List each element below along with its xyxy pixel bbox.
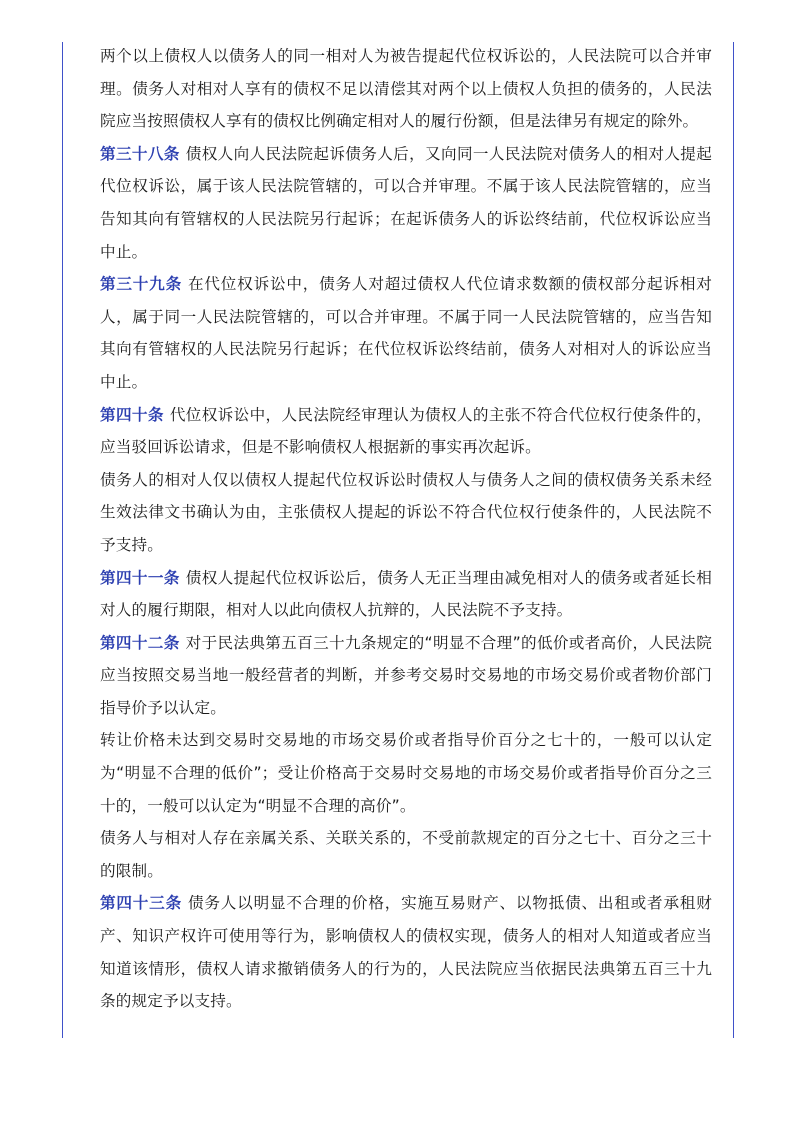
article-42: [100, 627, 712, 725]
article-number: 第四十一条: [100, 568, 180, 587]
paragraph-9: [100, 822, 712, 887]
paragraph-text: 债权人向人民法院起诉债务人后，又向同一人民法院对债务人的相对人提起代位权诉讼，属于该人民法院管辖的，可以合并审理。不属于该人民法院管辖的，应当告知其向有管辖权的人民法院另行起诉；在起诉债务人的诉讼终结前，代位权诉讼应当中止。: [100, 144, 712, 261]
paragraph-text: 债务人与相对人存在亲属关系、关联关系的，不受前款规定的百分之七十、百分之三十的限制。: [100, 829, 712, 880]
article-38: [100, 138, 712, 268]
paragraph-text: 债务人的相对人仅以债权人提起代位权诉讼时债权人与债务人之间的债权债务关系未经生效法律文书确认为由，主张债权人提起的诉讼不符合代位权行使条件的，人民法院不予支持。: [100, 470, 712, 554]
paragraph-text: 债权人提起代位权诉讼后，债务人无正当理由减免相对人的债务或者延长相对人的履行期限，相对人以此向债权人抗辩的，人民法院不予支持。: [100, 568, 712, 620]
article-number: 第四十三条: [100, 894, 182, 913]
article-43: [100, 887, 712, 1017]
article-number: 第四十条: [100, 405, 164, 424]
article-number: 第三十八条: [100, 144, 180, 163]
paragraph-text: 两个以上债权人以债务人的同一相对人为被告提起代位权诉讼的，人民法院可以合并审理。债务人对相对人享有的债权不足以清偿其对两个以上债权人负担的债务的，人民法院应当按照债权人享有的债权比例确定相对人的履行份额，但是法律另有规定的除外。: [100, 47, 712, 131]
paragraph-text: 对于民法典第五百三十九条规定的“明显不合理”的低价或者高价，人民法院应当按照交易当地一般经营者的判断，并参考交易时交易地的市场交易价或者物价部门指导价予以认定。: [100, 633, 712, 717]
article-number: 第四十二条: [100, 633, 180, 652]
left-margin-rule: [62, 42, 63, 1038]
paragraph-text: 在代位权诉讼中，债务人对超过债权人代位请求数额的债权部分起诉相对人，属于同一人民法院管辖的，可以合并审理。不属于同一人民法院管辖的，应当告知其向有管辖权的人民法院另行起诉；在代位权诉讼终结前，债务人对相对人的诉讼应当中止。: [100, 275, 712, 391]
paragraph-8: [100, 724, 712, 822]
article-41: [100, 562, 712, 627]
document-body: [100, 40, 712, 1018]
article-40: [100, 399, 712, 464]
paragraph-5: [100, 464, 712, 562]
paragraph-text: 转让价格未达到交易时交易地的市场交易价或者指导价百分之七十的，一般可以认定为“明显不合理的低价”；受让价格高于交易时交易地的市场交易价或者指导价百分之三十的，一般可以认定为“明显不合理的高价”。: [100, 731, 712, 815]
paragraph-1: [100, 40, 712, 138]
article-39: [100, 268, 712, 398]
article-number: 第三十九条: [100, 275, 182, 294]
paragraph-text: 代位权诉讼中，人民法院经审理认为债权人的主张不符合代位权行使条件的，应当驳回诉讼请求，但是不影响债权人根据新的事实再次起诉。: [100, 405, 712, 457]
right-margin-rule: [733, 42, 734, 1038]
paragraph-text: 债务人以明显不合理的价格，实施互易财产、以物抵债、出租或者承租财产、知识产权许可使用等行为，影响债权人的债权实现，债务人的相对人知道或者应当知道该情形，债权人请求撤销债务人的行为的，人民法院应当依据民法典第五百三十九条的规定予以支持。: [100, 894, 712, 1011]
